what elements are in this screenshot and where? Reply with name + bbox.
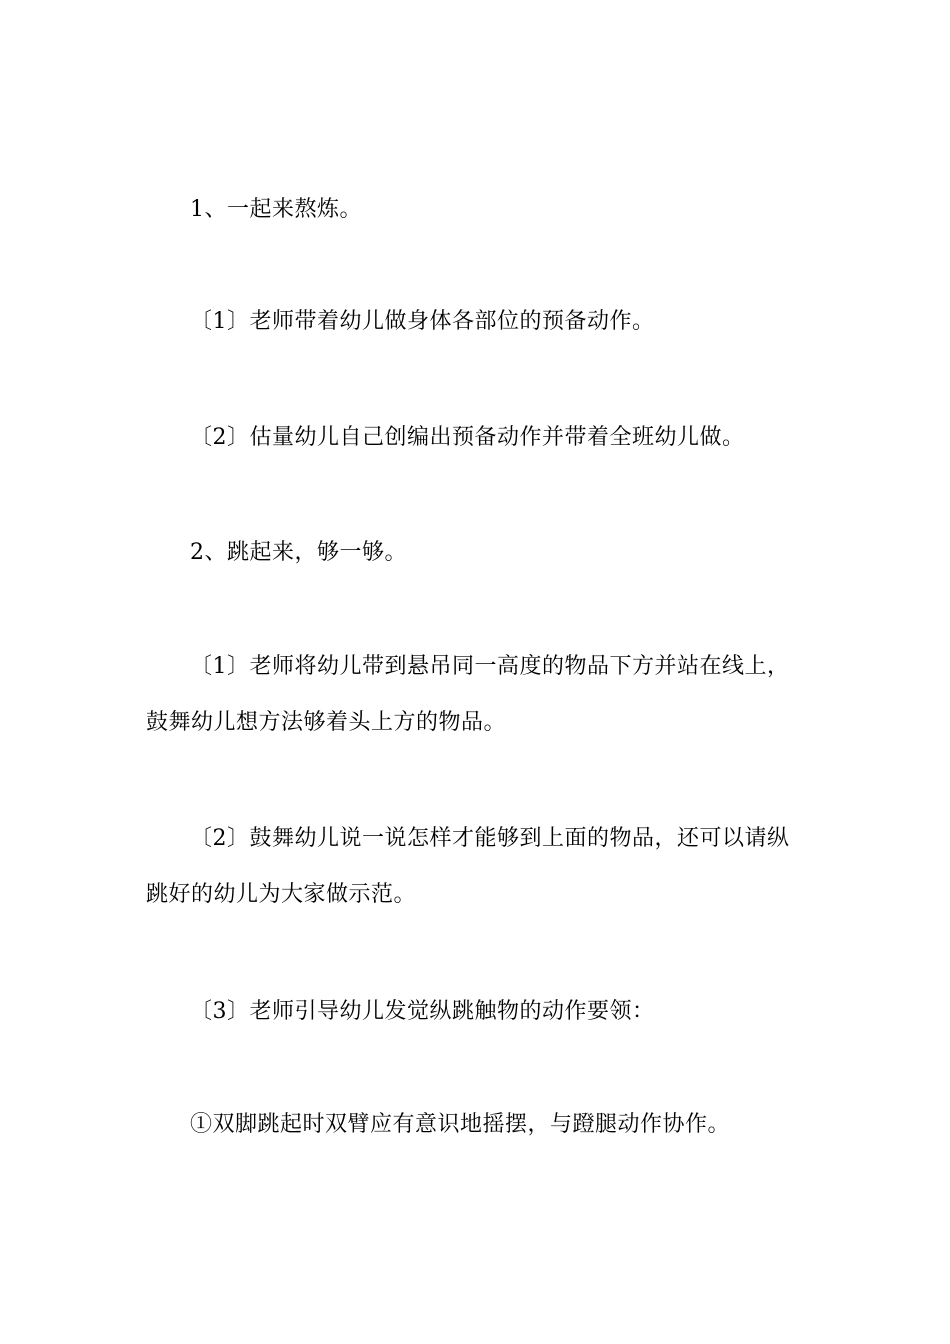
- paragraph-step-1-1: 〔1〕老师带着幼儿做身体各部位的预备动作。: [190, 309, 655, 334]
- paragraph-step-2-1: 〔1〕老师将幼儿带到悬吊同一高度的物品下方并站在线上，鼓舞幼儿想方法够着头上方的物品。: [146, 654, 790, 735]
- paragraph-point-1: ①双脚跳起时双臂应有意识地摇摆，与蹬腿动作协作。: [190, 1112, 731, 1137]
- section-heading-1: 1、一起来熬炼。: [190, 197, 362, 222]
- paragraph-step-1-2: 〔2〕估量幼儿自己创编出预备动作并带着全班幼儿做。: [190, 425, 745, 450]
- paragraph-step-2-2: 〔2〕鼓舞幼儿说一说怎样才能够到上面的物品，还可以请纵跳好的幼儿为大家做示范。: [146, 826, 790, 907]
- section-heading-2: 2、跳起来，够一够。: [190, 540, 407, 565]
- paragraph-step-2-3: 〔3〕老师引导幼儿发觉纵跳触物的动作要领：: [190, 999, 655, 1024]
